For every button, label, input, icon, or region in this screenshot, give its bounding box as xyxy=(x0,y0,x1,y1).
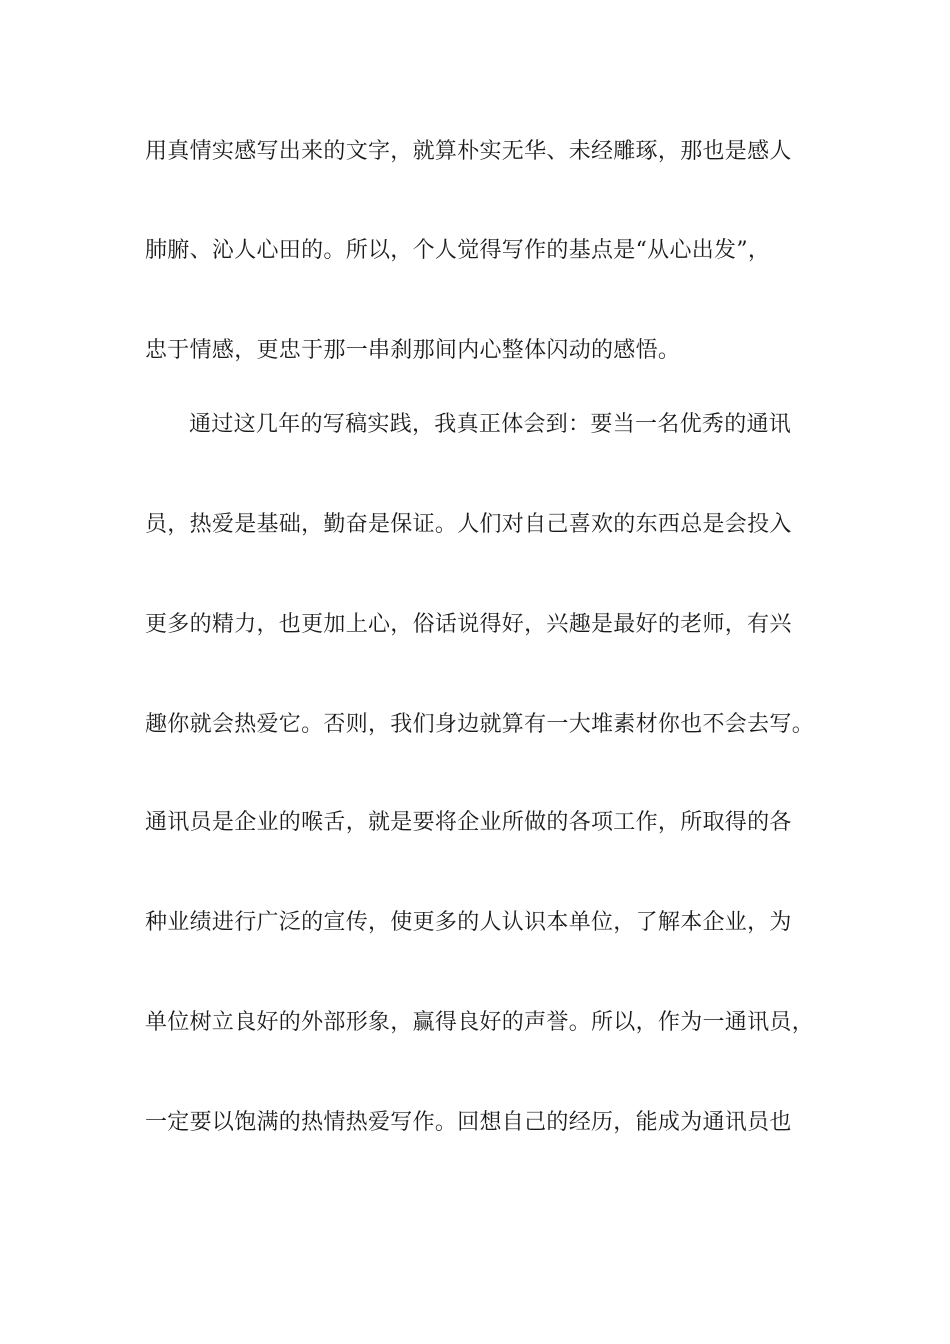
paragraph-line: 忠于情感，更忠于那一串刹那间内心整体闪动的感悟。 xyxy=(145,338,681,363)
paragraph-line: 用真情实感写出来的文字，就算朴实无华、未经雕琢，那也是感人 xyxy=(145,139,792,164)
paragraph-line: 一定要以饱满的热情热爱写作。回想自己的经历，能成为通讯员也 xyxy=(145,1110,792,1135)
paragraph-line: 单位树立良好的外部形象，赢得良好的声誉。所以，作为一通讯员， xyxy=(145,1010,815,1035)
paragraph-line: 通讯员是企业的喉舌，就是要将企业所做的各项工作，所取得的各 xyxy=(145,810,792,835)
paragraph-line: 更多的精力，也更加上心，俗话说得好，兴趣是最好的老师，有兴 xyxy=(145,612,792,637)
paragraph-first-line: 通过这几年的写稿实践，我真正体会到：要当一名优秀的通讯 xyxy=(189,412,792,437)
paragraph-line: 肺腑、沁人心田的。所以，个人觉得写作的基点是“从心出发”， xyxy=(145,238,771,263)
paragraph-line: 趣你就会热爱它。否则，我们身边就算有一大堆素材你也不会去写。 xyxy=(145,712,815,737)
paragraph-line: 种业绩进行广泛的宣传，使更多的人认识本单位，了解本企业，为 xyxy=(145,910,792,935)
paragraph-line: 员，热爱是基础，勤奋是保证。人们对自己喜欢的东西总是会投入 xyxy=(145,512,792,537)
